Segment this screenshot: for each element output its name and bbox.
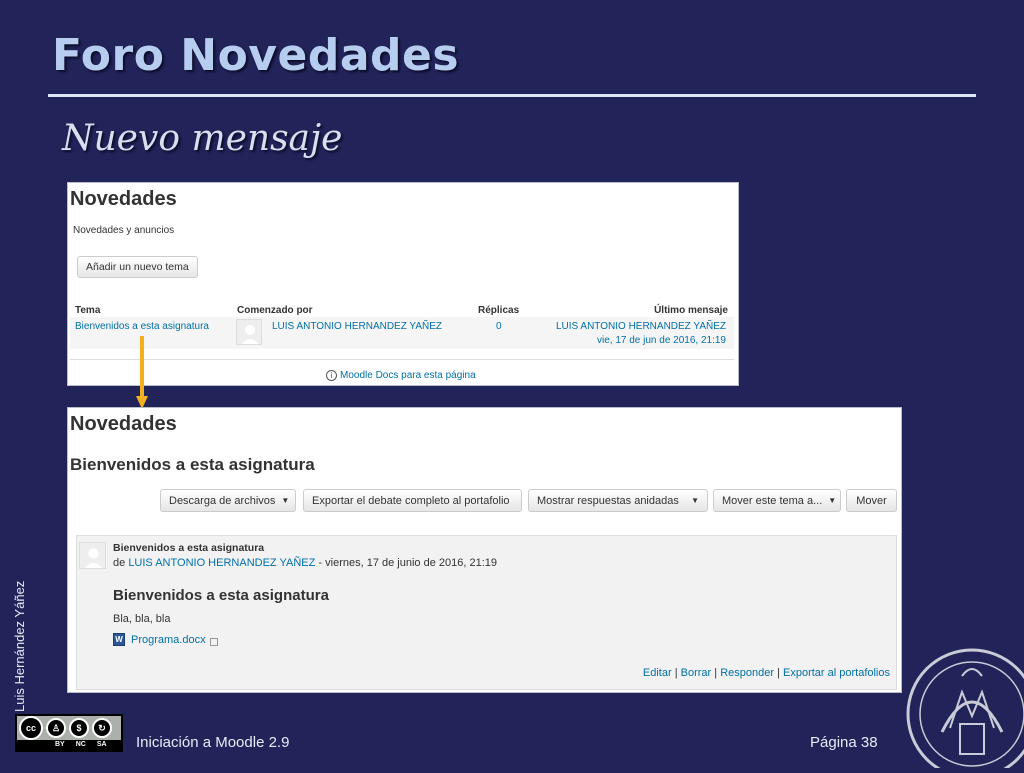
caret-down-icon: ▼	[691, 496, 699, 505]
cc-icon: cc	[19, 716, 43, 740]
export-portfolio-link[interactable]: Exportar al portafolios	[783, 667, 890, 679]
export-discussion-button[interactable]: Exportar el debate completo al portafolio	[303, 489, 522, 512]
move-topic-select[interactable]	[713, 489, 841, 512]
attachment-link[interactable]: Programa.docx	[131, 633, 206, 646]
col-replicas: Réplicas	[478, 305, 520, 316]
reply-link[interactable]: Responder	[720, 667, 775, 679]
license-sa: SA	[96, 741, 107, 748]
university-seal-icon	[902, 632, 1024, 773]
replies-count[interactable]: 0	[496, 321, 502, 332]
delete-link[interactable]: Borrar	[680, 667, 712, 679]
move-select-label: Mover este tema a...	[722, 494, 823, 507]
course-name: Iniciación a Moodle 2.9	[136, 734, 290, 751]
last-author-link[interactable]: LUIS ANTONIO HERNANDEZ YAÑEZ	[555, 321, 726, 332]
display-select-label: Mostrar respuestas anidadas	[537, 494, 679, 507]
post-body-title: Bienvenidos a esta asignatura	[113, 587, 329, 604]
col-comenzado: Comenzado por	[237, 305, 313, 316]
noncommercial-icon: $	[69, 718, 89, 738]
topic-link[interactable]: Bienvenidos a esta asignatura	[75, 321, 209, 332]
footer-divider	[70, 359, 734, 360]
license-by: BY	[55, 741, 65, 748]
edit-link[interactable]: Editar	[642, 667, 672, 679]
avatar	[236, 319, 262, 345]
moodle-docs-link[interactable]	[326, 370, 476, 381]
add-topic-button[interactable]: Añadir un nuevo tema	[77, 256, 198, 278]
move-button[interactable]: Mover	[846, 489, 897, 512]
col-ultimo: Último mensaje	[654, 305, 728, 316]
post-date: - viernes, 17 de junio de 2016, 21:19	[315, 557, 497, 569]
slide-subtitle: Nuevo mensaje	[62, 118, 343, 159]
discussion-screenshot	[68, 408, 901, 692]
caret-down-icon: ▼	[828, 496, 837, 505]
post-author-link[interactable]: LUIS ANTONIO HERNANDEZ YAÑEZ	[128, 557, 316, 569]
word-doc-icon: W	[113, 633, 125, 646]
download-files-select[interactable]	[160, 489, 296, 512]
portfolio-export-icon[interactable]	[210, 638, 218, 646]
caret-down-icon: ▼	[281, 496, 290, 505]
avatar	[79, 542, 106, 569]
discussion-title: Bienvenidos a esta asignatura	[70, 455, 315, 474]
attribution-icon: ♙	[46, 718, 66, 738]
display-mode-select[interactable]	[528, 489, 708, 512]
post-byline	[113, 557, 497, 569]
forum-post	[76, 535, 897, 690]
download-select-label: Descarga de archivos	[169, 494, 276, 507]
author-credit: Luis Hernández Yáñez	[12, 580, 27, 712]
discussion-heading: Novedades	[70, 413, 177, 435]
attachment[interactable]	[113, 633, 218, 646]
post-actions: Editar | Borrar | Responder | Exportar al portafolios	[642, 667, 890, 679]
byline-prefix: de	[113, 557, 126, 569]
page-number: Página 38	[810, 734, 878, 751]
last-date-link[interactable]: vie, 17 de jun de 2016, 21:19	[597, 335, 726, 346]
license-nc: NC	[75, 741, 86, 748]
moodle-docs-label: Moodle Docs para esta página	[340, 370, 476, 381]
col-tema: Tema	[75, 305, 101, 316]
table-row	[70, 317, 734, 349]
cc-license-badge	[15, 714, 123, 752]
forum-list-screenshot	[68, 183, 738, 385]
post-subject: Bienvenidos a esta asignatura	[113, 542, 265, 554]
down-arrow-icon	[136, 336, 148, 415]
forum-heading: Novedades	[70, 188, 177, 210]
forum-description: Novedades y anuncios	[73, 225, 175, 236]
title-divider	[48, 94, 976, 97]
info-icon: i	[326, 370, 337, 381]
sharealike-icon: ↻	[92, 718, 112, 738]
slide-title: Foro Novedades	[52, 30, 460, 81]
started-by-link[interactable]: LUIS ANTONIO HERNANDEZ YAÑEZ	[272, 321, 443, 332]
post-body-text: Bla, bla, bla	[113, 613, 171, 625]
